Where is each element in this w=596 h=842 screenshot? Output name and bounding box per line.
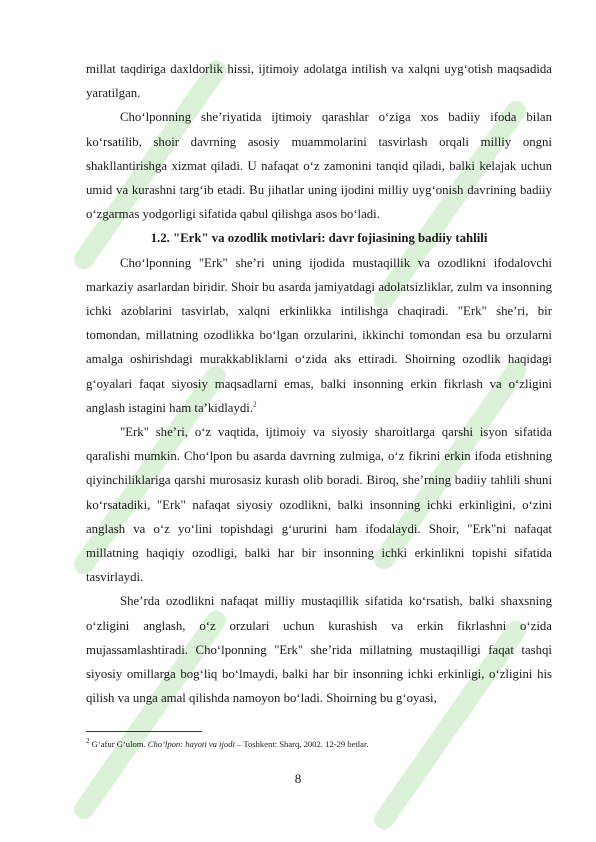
paragraph: She’rda ozodlikni nafaqat milliy mustaqillik sifatida ko‘rsatish, balki shaxsning o‘zligini anglash, o‘z orzulari uchun kurashish va erkin fikrlashni o‘zida mujassamlashtiradi. Cho‘lponning "Erk" she’rida millatning mustaqilligi faqat tashqi siyosiy omillarga bog‘liq bo‘lmaydi, balki har bir insonning ichki erkinligi, o‘zligini his qilish va unga amal qilishda namoyon bo‘ladi. Shoirning bu g‘oyasi, [86,594,552,706]
footnote-divider [86,731,202,732]
paragraph-text: Cho‘lponning "Erk" she’ri uning ijodida mustaqillik va ozodlikni ifodalovchi markaziy asarlardan biridir. Shoir bu asarda jamiyatdagi adolatsizliklar, zulm va insonning ichki azoblarini tasvirlab, xalqni erkinlikka intilishga chaqiradi. "Erk" she’ri, bir tomondan, millatning ozodlikka bo‘lgan orzularini, ikkinchi tomondan esa bu orzularni amalga oshirishdagi murakkabliklarni o‘zida aks ettiradi. Shoirning ozodlik haqidagi g‘oyalari faqat siyosiy maqsadlarni emas, balki insonning erkin fikrlash va o‘zligini anglash istagini ham ta’kidlaydi. [86,255,552,415]
footnote-number: 2 [86,737,90,746]
body-text [86,57,552,710]
footnote-publication: – Toshkent: Sharq, 2002. 12-29 betlar. [237,739,369,749]
footnote-author: G‘afur G‘ulom. [91,739,146,749]
section-heading: 1.2. "Erk" va ozodlik motivlari: davr fojiasining badiiy tahlili [150,231,488,246]
paragraph [86,251,552,420]
footnote-ref[interactable]: 2 [253,400,257,409]
footnote-title: Cho‘lpon: hayoti va ijodi [147,739,235,749]
paragraph: "Erk" she’ri, o‘z vaqtida, ijtimoiy va siyosiy sharoitlarga qarshi isyon sifatida qaralishi mumkin. Cho‘lpon bu asarda davrning zulmiga, o‘z fikrini erkin ifoda etishning qiyinchiliklariga qarshi murosasiz kurash olib boradi. Biroq, she’rning badiiy tahlili shuni ko‘rsatadiki, "Erk" nafaqat siyosiy ozodlikni, balki insonning ichki erkinligini, o‘zini anglash va o‘z yo‘lini topishdagi g‘ururini ham ifodalaydi. Shoir, "Erk"ni nafaqat millatning haqiqiy ozodligi, balki har bir insonning ichki erkinlikni topishi sifatida tasvirlaydi. [86,425,552,585]
paragraph-continued: millat taqdiriga daxldorlik hissi, ijtimoiy adolatga intilish va xalqni uyg‘otish maqsadida yaratilgan. [86,62,552,101]
page-number: 8 [294,771,302,786]
footnote [86,738,552,750]
paragraph: Cho‘lponning she’riyatida ijtimoiy qarashlar o‘ziga xos badiiy ifoda bilan ko‘rsatilib, shoir davrning asosiy muammolarini tasvirlash orqali milliy ongni shakllantirishga xizmat qiladi. U nafaqat o‘z zamonini tanqid qiladi, balki kelajak uchun umid va kurashni targ‘ib etadi. Bu jihatlar uning ijodini milliy uyg‘onish davrining badiiy o‘zgarmas yodgorligi sifatida qabul qilishga asos bo‘ladi. [86,110,552,222]
